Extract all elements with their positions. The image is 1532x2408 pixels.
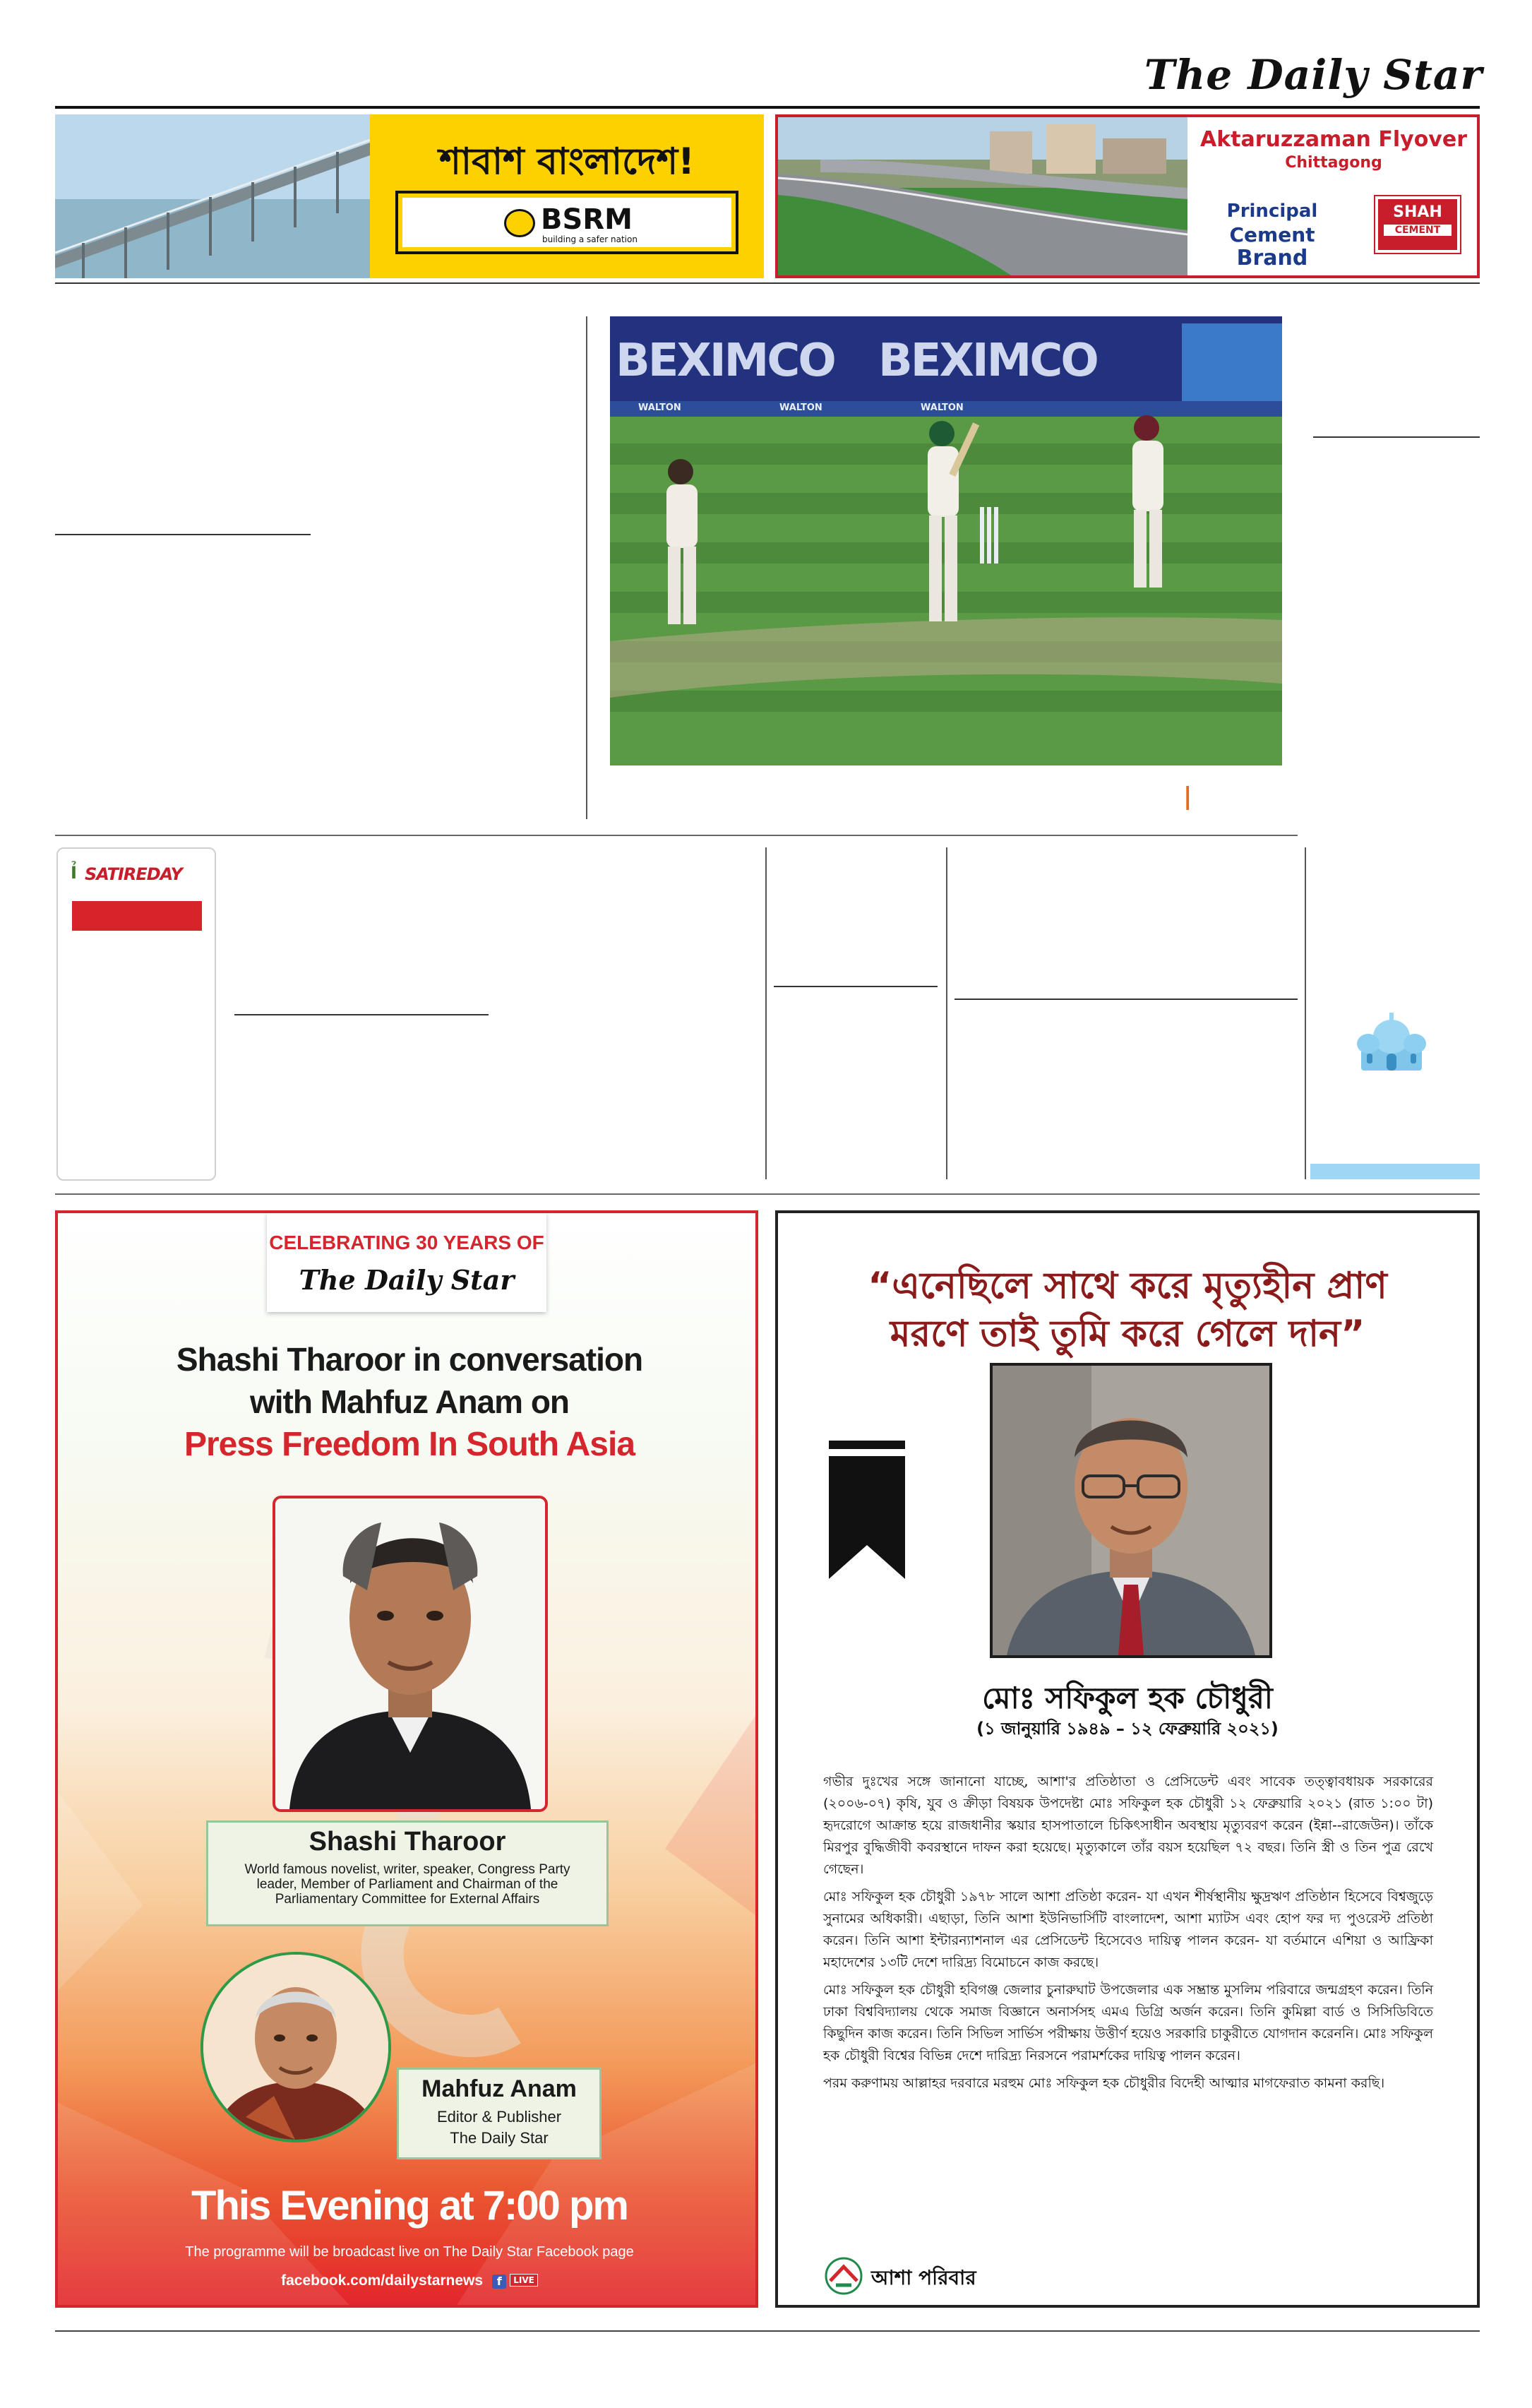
- ads-bottom-rule: [55, 282, 1480, 284]
- middle-rule-3: [954, 999, 1298, 1000]
- tharoor-name: Shashi Tharoor: [309, 1827, 506, 1856]
- obituary-portrait: [990, 1363, 1272, 1658]
- anam-name: Mahfuz Anam: [421, 2075, 577, 2102]
- obituary-body: [823, 1771, 1433, 2094]
- anam-role-2: The Daily Star: [450, 2129, 549, 2147]
- obituary-paragraph: মোঃ সফিকুল হক চৌধুরী হবিগঞ্জ জেলার চুনারুঘাট উপজেলার এক সম্ভ্রান্ত মুসলিম পরিবারে জন্মগ্রহণ করেন। তিনি ঢাকা বিশ্ববিদ্যালয় থেকে সমাজ বিজ্ঞানে অনার্সসহ এমএ ডিগ্রি অর্জন করেন। তিনি কুমিল্লা বার্ড ও সিসিডিবিতে কিছুদিন কাজ করেন। তিনি সিভিল সার্ভিস পরীক্ষায় উত্তীর্ণ হয়েও সরকারি চাকুরীতে যোগদান করেননি। মোঃ সফিকুল হক চৌধুরী বিশ্বের বিভিন্ন দেশে দারিদ্র্য নিরসনে পরামর্শকের দায়িত্ব পালন করেন।: [823, 1982, 1433, 2063]
- flyover-photo: [778, 117, 1187, 275]
- masthead-rule: [55, 106, 1480, 109]
- satireday-logo-mark: Ỉ: [71, 863, 77, 883]
- celebrating-text: CELEBRATING 30 YEARS OF: [269, 1232, 544, 1253]
- middle-left-rule: [234, 1014, 489, 1015]
- shah-ad-subtitle: Chittagong: [1285, 154, 1382, 172]
- obituary-quote-1: “এনেছিলে সাথে করে মৃত্যুহীন প্রাণ: [868, 1265, 1387, 1307]
- facebook-icon: f: [492, 2275, 506, 2289]
- obituary-name: মোঃ সফিকুল হক চৌধুরী: [982, 1681, 1273, 1715]
- bsrm-ad[interactable]: [370, 114, 764, 278]
- satireday-red-bar: [72, 901, 202, 931]
- page-bottom-rule: [55, 2330, 1480, 2332]
- shah-logo: [1375, 196, 1460, 253]
- obituary-dates: (১ জানুয়ারি ১৯৪৯ – ১২ ফেব্রুয়ারি ২০২১): [976, 1719, 1279, 1739]
- center-column-divider: [586, 316, 587, 819]
- cricket-photo[interactable]: [610, 316, 1282, 765]
- satireday-logo: [71, 863, 212, 887]
- event-url-row[interactable]: [58, 2272, 758, 2294]
- live-badge: LIVE: [510, 2274, 538, 2287]
- obituary-quote-2: মরণে তাই তুমি করে গেলে দান”: [890, 1313, 1365, 1355]
- shah-logo-bottom: CEMENT: [1384, 225, 1452, 236]
- bsrm-headline: শাবাশ বাংলাদেশ!: [439, 141, 695, 183]
- satireday-box[interactable]: [56, 847, 216, 1181]
- bridge-photo: [55, 114, 370, 278]
- masthead-title: The Daily Star: [1144, 51, 1483, 99]
- tharoor-caption-box: [206, 1820, 609, 1926]
- mosque-icon: [1347, 1001, 1436, 1072]
- board-2: BEXIMCO: [878, 335, 1097, 387]
- middle-band-bottom-rule: [55, 1193, 1480, 1195]
- board-1: BEXIMCO: [616, 335, 834, 387]
- anam-caption-box: [397, 2068, 602, 2159]
- anam-role-1: Editor & Publisher: [436, 2108, 562, 2126]
- obituary-paragraph: গভীর দুঃখের সঙ্গে জানানো যাচ্ছে, আশা'র প্রতিষ্ঠাতা ও প্রেসিডেন্ট এবং সাবেক তত্ত্বাবধায়ক সরকারের (২০০৬-০৭) কৃষি, যুব ও ক্রীড়া বিষয়ক উপদেষ্টা মোঃ সফিকুল হক চৌধুরী ১২ ফেব্রুয়ারি ২০২১ (রাত ১:০০ টা) হৃদরোগে আক্রান্ত হয়ে রাজধানীর স্কয়ার হাসপাতালে চিকিৎসাধীন অবস্থায় মৃত্যুবরণ করেন (ইন্না--রাজেউন)। তাঁকে মিরপুর বুদ্ধিজীবী কবরস্থানে দাফন করা হয়েছে। মৃত্যুকালে তাঁর বয়স হয়েছিল ৭২ বছর। তিনি স্ত্রী ও তিন পুত্র রেখে গেছেন।: [823, 1774, 1433, 1877]
- shah-principal: Principal: [1226, 201, 1318, 222]
- event-url[interactable]: facebook.com/dailystarnews: [281, 2272, 484, 2289]
- bsrm-logo-icon: [504, 209, 535, 237]
- board-4: WALTON: [779, 403, 822, 413]
- shah-cement: Cement: [1229, 223, 1315, 246]
- shah-ad-title: Aktaruzzaman Flyover: [1199, 127, 1468, 152]
- celebrating-banner: [267, 1213, 546, 1312]
- obituary-signature: আশা পরিবার: [871, 2266, 976, 2289]
- event-ad[interactable]: [55, 1210, 758, 2308]
- bsrm-logo-box: [395, 191, 738, 254]
- event-headline-3: Press Freedom In South Asia: [184, 1426, 635, 1463]
- shah-cement-ad[interactable]: [775, 114, 1480, 278]
- obituary-paragraph: মোঃ সফিকুল হক চৌধুরী ১৯৭৮ সালে আশা প্রতিষ্ঠা করেন- যা এখন শীর্ষস্থানীয় ক্ষুদ্রঋণ প্রতিষ্ঠান হিসেবে বিশ্বজুড়ে সুনামের অধিকারী। এছাড়া, তিনি আশা ইউনিভার্সিটি বাংলাদেশ, আশা ম্যাটস এবং হোপ ফর দ্য পুওরেস্ট প্রতিষ্ঠা করেন। তিনি আশা ইন্টারন্যাশনাল এর প্রেসিডেন্ট হিসেবেও দায়িত্ব পালন করেন- যা বর্তমানে এশিয়া ও আফ্রিকা মহাদেশের ১৩টি দেশে দারিদ্র্য বিমোচনে কাজ করছে।: [823, 1889, 1433, 1970]
- middle-divider-3: [1305, 847, 1306, 1179]
- shah-logo-top: SHAH: [1393, 203, 1442, 221]
- obituary-ad[interactable]: [775, 1210, 1480, 2308]
- middle-rule-2: [774, 986, 938, 987]
- news-band-bottom-rule: [55, 835, 1298, 836]
- shah-brand-word: Brand: [1236, 246, 1308, 270]
- blue-bar: [1310, 1164, 1480, 1179]
- photo-caption-marker: |: [1183, 782, 1192, 811]
- event-headline-2: with Mahfuz Anam on: [249, 1383, 570, 1420]
- board-3: WALTON: [638, 403, 681, 413]
- anam-portrait: [201, 1952, 391, 2142]
- middle-divider-1: [765, 847, 767, 1179]
- middle-divider-2: [946, 847, 947, 1179]
- satireday-logo-text: SATIREDAY: [85, 864, 182, 884]
- tharoor-portrait: [273, 1496, 548, 1812]
- event-broadcast: The programme will be broadcast live on The Daily Star Facebook page: [185, 2244, 634, 2260]
- event-time: This Evening at 7:00 pm: [191, 2183, 628, 2229]
- mourning-ribbon-icon: [825, 1441, 909, 1579]
- obituary-paragraph: পরম করুণাময় আল্লাহর দরবারে মরহুম মোঃ সফিকুল হক চৌধুরীর বিদেহী আত্মার মাগফেরাত কামনা করছি।: [823, 2075, 1385, 2091]
- bsrm-tagline: building a safer nation: [542, 234, 638, 244]
- event-headline-1: Shashi Tharoor in conversation: [176, 1341, 643, 1378]
- celebrating-paper: The Daily Star: [299, 1264, 515, 1296]
- left-column-rule: [55, 534, 311, 535]
- asa-logo-icon: [825, 2257, 863, 2295]
- tharoor-desc: World famous novelist, writer, speaker, Congress Party leader, Member of Parliament and Chairman of the Parliamentary Committee for External Affairs: [244, 1862, 570, 1907]
- bsrm-brand: BSRM: [541, 203, 633, 236]
- right-column-rule: [1313, 436, 1480, 438]
- board-5: WALTON: [921, 403, 964, 413]
